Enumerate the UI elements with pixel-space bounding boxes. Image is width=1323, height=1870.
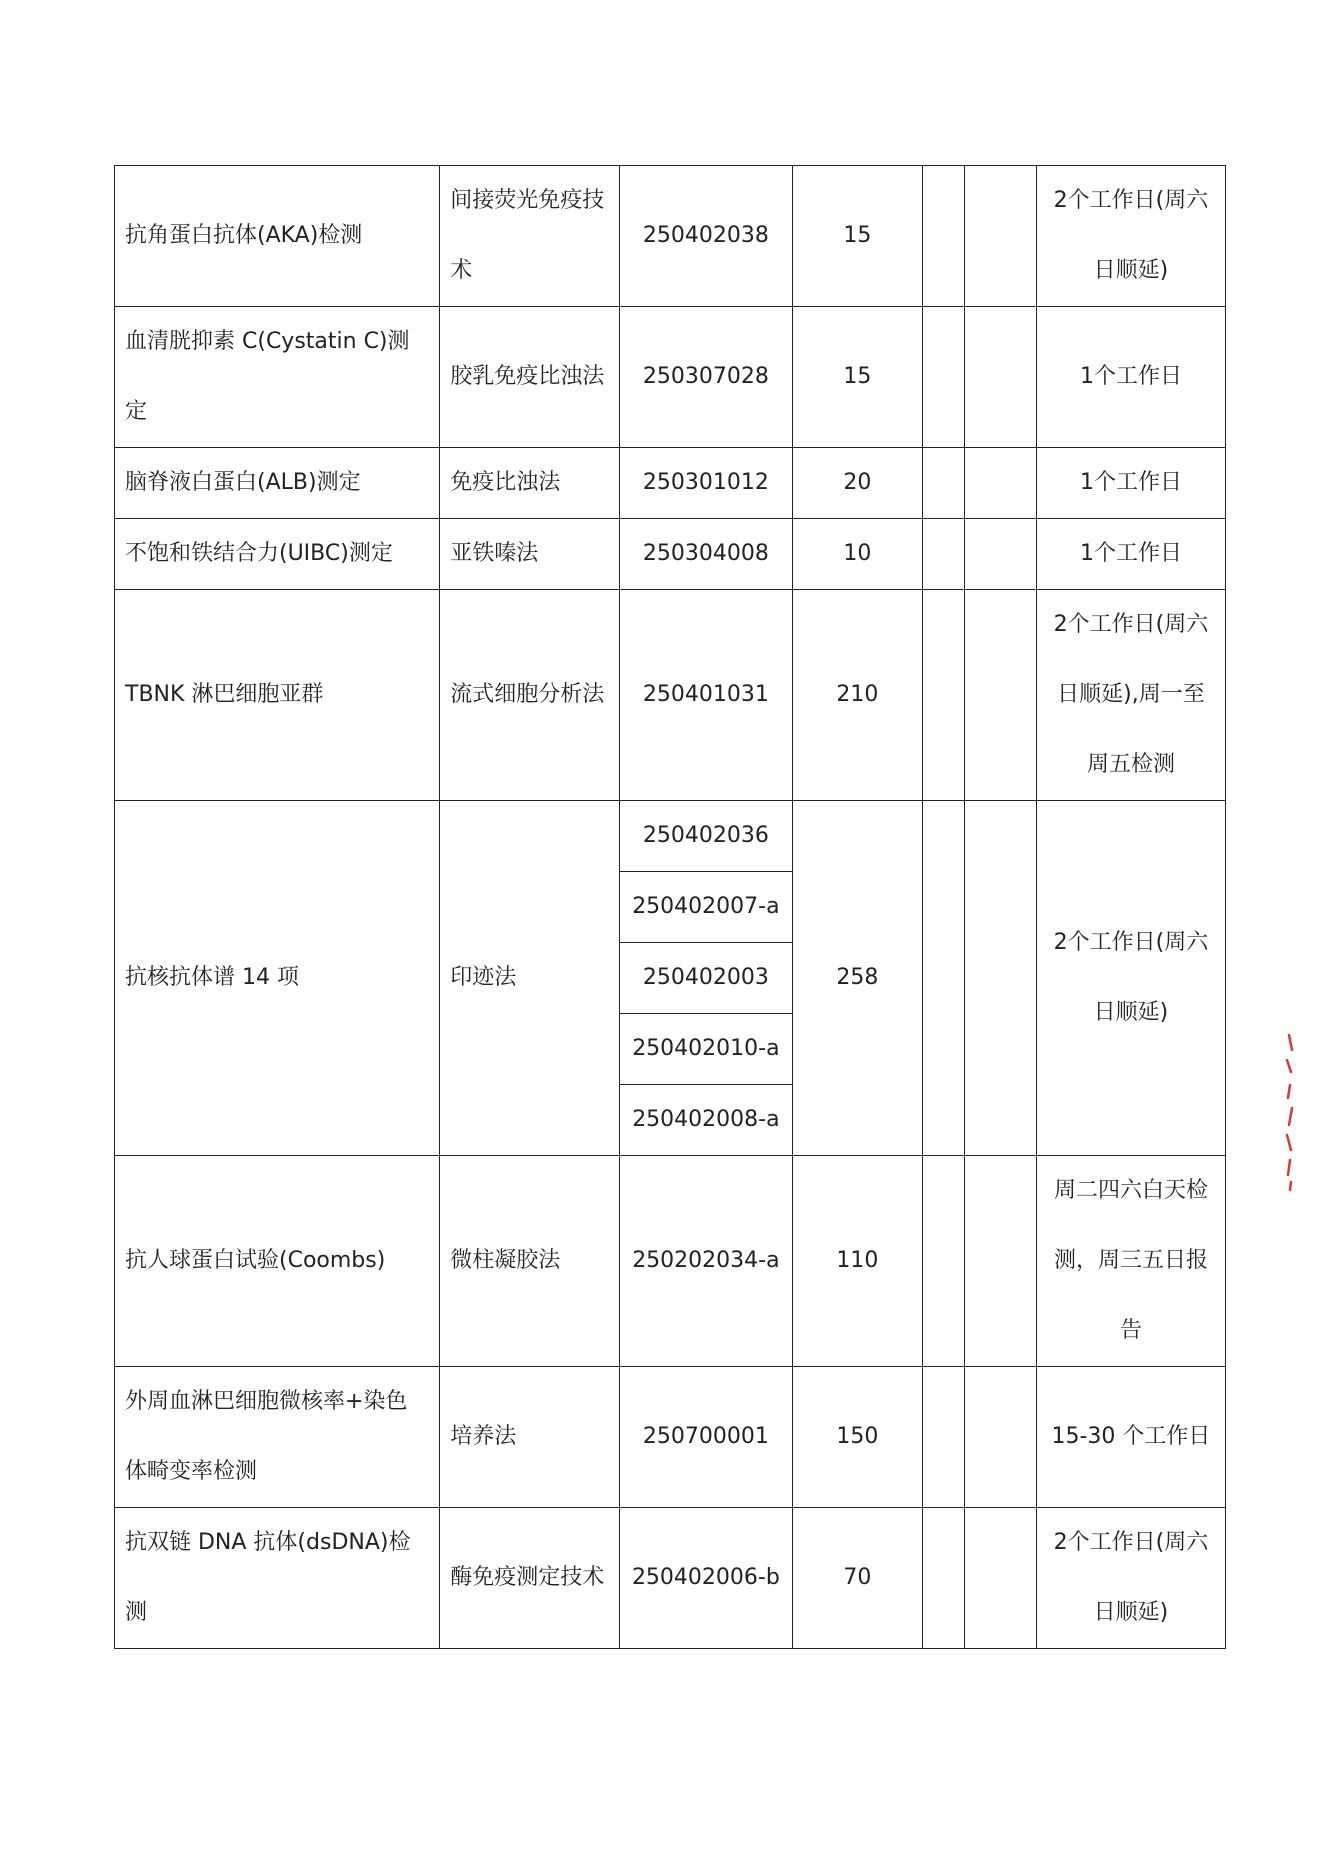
price-cell: 110 — [792, 1156, 922, 1367]
price-cell: 70 — [792, 1508, 922, 1649]
code-cell: 250700001 — [619, 1367, 792, 1508]
gap-cell — [965, 307, 1037, 448]
method-cell: 培养法 — [440, 1367, 620, 1508]
turnaround-cell: 2个工作日(周六日顺延) — [1036, 801, 1225, 1156]
item-name-cell: 抗双链 DNA 抗体(dsDNA)检测 — [115, 1508, 440, 1649]
table-row — [115, 1508, 1226, 1649]
blank-cell — [922, 1508, 964, 1649]
item-name-cell: 外周血淋巴细胞微核率+染色体畸变率检测 — [115, 1367, 440, 1508]
blank-cell — [922, 448, 964, 519]
method-cell: 印迹法 — [440, 801, 620, 1156]
table-row — [115, 519, 1226, 590]
price-cell: 210 — [792, 590, 922, 801]
item-name-cell: 脑脊液白蛋白(ALB)测定 — [115, 448, 440, 519]
code-cell: 250402008-a — [619, 1085, 792, 1156]
turnaround-cell: 2个工作日(周六日顺延) — [1036, 166, 1225, 307]
code-cell: 250402006-b — [619, 1508, 792, 1649]
turnaround-cell: 2个工作日(周六日顺延),周一至周五检测 — [1036, 590, 1225, 801]
blank-cell — [922, 166, 964, 307]
blank-cell — [922, 1156, 964, 1367]
table-body — [115, 166, 1226, 1649]
item-name-cell: 抗人球蛋白试验(Coombs) — [115, 1156, 440, 1367]
table-row — [115, 590, 1226, 801]
blank-cell — [922, 1367, 964, 1508]
gap-cell — [965, 519, 1037, 590]
table-row — [115, 166, 1226, 307]
code-cell: 250402036 — [619, 801, 792, 872]
table-row — [115, 448, 1226, 519]
turnaround-cell: 周二四六白天检测，周三五日报告 — [1036, 1156, 1225, 1367]
turnaround-cell: 15-30 个工作日 — [1036, 1367, 1225, 1508]
price-cell: 15 — [792, 307, 922, 448]
blank-cell — [922, 519, 964, 590]
code-cell: 250402003 — [619, 943, 792, 1014]
method-cell: 免疫比浊法 — [440, 448, 620, 519]
gap-cell — [965, 1156, 1037, 1367]
code-cell: 250402007-a — [619, 872, 792, 943]
turnaround-cell: 1个工作日 — [1036, 307, 1225, 448]
red-seal-edge — [1283, 1030, 1297, 1195]
method-cell: 胶乳免疫比浊法 — [440, 307, 620, 448]
item-name-cell: 不饱和铁结合力(UIBC)测定 — [115, 519, 440, 590]
item-name-cell: 血清胱抑素 C(Cystatin C)测定 — [115, 307, 440, 448]
price-cell: 258 — [792, 801, 922, 1156]
gap-cell — [965, 166, 1037, 307]
item-name-cell: TBNK 淋巴细胞亚群 — [115, 590, 440, 801]
code-cell: 250304008 — [619, 519, 792, 590]
gap-cell — [965, 590, 1037, 801]
method-cell: 流式细胞分析法 — [440, 590, 620, 801]
method-cell: 酶免疫测定技术 — [440, 1508, 620, 1649]
test-items-table — [114, 165, 1226, 1649]
blank-cell — [922, 801, 964, 1156]
item-name-cell: 抗角蛋白抗体(AKA)检测 — [115, 166, 440, 307]
item-name-cell: 抗核抗体谱 14 项 — [115, 801, 440, 1156]
table-row — [115, 801, 1226, 872]
method-cell: 亚铁嗪法 — [440, 519, 620, 590]
turnaround-cell: 1个工作日 — [1036, 448, 1225, 519]
method-cell: 微柱凝胶法 — [440, 1156, 620, 1367]
blank-cell — [922, 307, 964, 448]
turnaround-cell: 1个工作日 — [1036, 519, 1225, 590]
code-cell: 250402010-a — [619, 1014, 792, 1085]
price-cell: 15 — [792, 166, 922, 307]
turnaround-cell: 2个工作日(周六日顺延) — [1036, 1508, 1225, 1649]
price-cell: 10 — [792, 519, 922, 590]
price-cell: 150 — [792, 1367, 922, 1508]
code-cell: 250401031 — [619, 590, 792, 801]
table-row — [115, 307, 1226, 448]
method-cell: 间接荧光免疫技术 — [440, 166, 620, 307]
price-cell: 20 — [792, 448, 922, 519]
table-row — [115, 1367, 1226, 1508]
code-cell: 250202034-a — [619, 1156, 792, 1367]
gap-cell — [965, 1508, 1037, 1649]
blank-cell — [922, 590, 964, 801]
table-row — [115, 1156, 1226, 1367]
code-cell: 250301012 — [619, 448, 792, 519]
gap-cell — [965, 448, 1037, 519]
gap-cell — [965, 801, 1037, 1156]
code-cell: 250307028 — [619, 307, 792, 448]
code-cell: 250402038 — [619, 166, 792, 307]
gap-cell — [965, 1367, 1037, 1508]
